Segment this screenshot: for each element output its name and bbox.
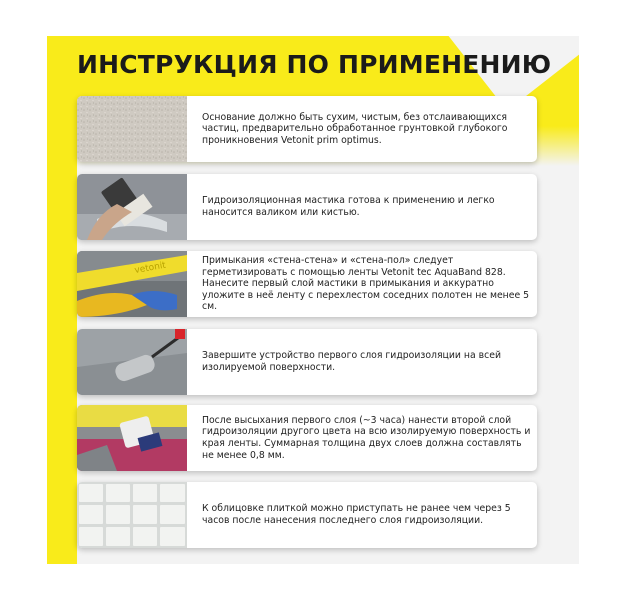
- step-5-text: После высыхания первого слоя (~3 часа) нанести второй слой гидроизоляции другого цвета на всю изолируемую поверхность и края ленты. Суммарная толщина двух слоев должна составлять не менее 0,8 мм.: [202, 414, 531, 461]
- step-card-3: [77, 251, 537, 317]
- step-card-2: [77, 174, 537, 240]
- step-5-text-box: [202, 405, 532, 471]
- step-3-text-box: [202, 251, 532, 317]
- step-6-text-box: [202, 482, 532, 548]
- step-2-text: Гидроизоляционная мастика готова к применению и легко наносится валиком или кистью.: [202, 195, 495, 218]
- yellow-left-stripe: [47, 36, 77, 564]
- step-card-4: [77, 329, 537, 395]
- step-3-image: [77, 251, 187, 317]
- step-2-text-box: [202, 174, 532, 240]
- tape-brand-text: vetonit: [133, 260, 167, 276]
- page-title: ИНСТРУКЦИЯ ПО ПРИМЕНЕНИЮ: [77, 50, 552, 79]
- step-1-image: [77, 96, 187, 162]
- step-card-1: [77, 96, 537, 162]
- step-card-5: [77, 405, 537, 471]
- step-3-text: Примыкания «стена-стена» и «стена-пол» следует герметизировать с помощью ленты Vetonit tec AquaBand 828. Нанесите первый слой мастики в примыкания и аккуратно уложите в неё ленту с перехлестом соседних полотен не менее 5 см.: [202, 255, 530, 313]
- step-1-text-box: [202, 96, 532, 162]
- step-2-image: [77, 174, 187, 240]
- step-4-text: Завершите устройство первого слоя гидроизоляции на всей изолируемой поверхности.: [202, 350, 501, 373]
- step-6-image: [77, 482, 187, 548]
- step-1-text: Основание должно быть сухим, чистым, без отслаивающихся частиц, предварительно обработанное грунтовкой глубокого проникновения Vetonit prim optimus.: [202, 111, 508, 146]
- step-5-image: [77, 405, 187, 471]
- step-6-text: К облицовке плиткой можно приступать не ранее чем через 5 часов после нанесения последнего слоя гидроизоляции.: [202, 503, 511, 526]
- step-4-image: [77, 329, 187, 395]
- step-4-text-box: [202, 329, 532, 395]
- step-card-6: [77, 482, 537, 548]
